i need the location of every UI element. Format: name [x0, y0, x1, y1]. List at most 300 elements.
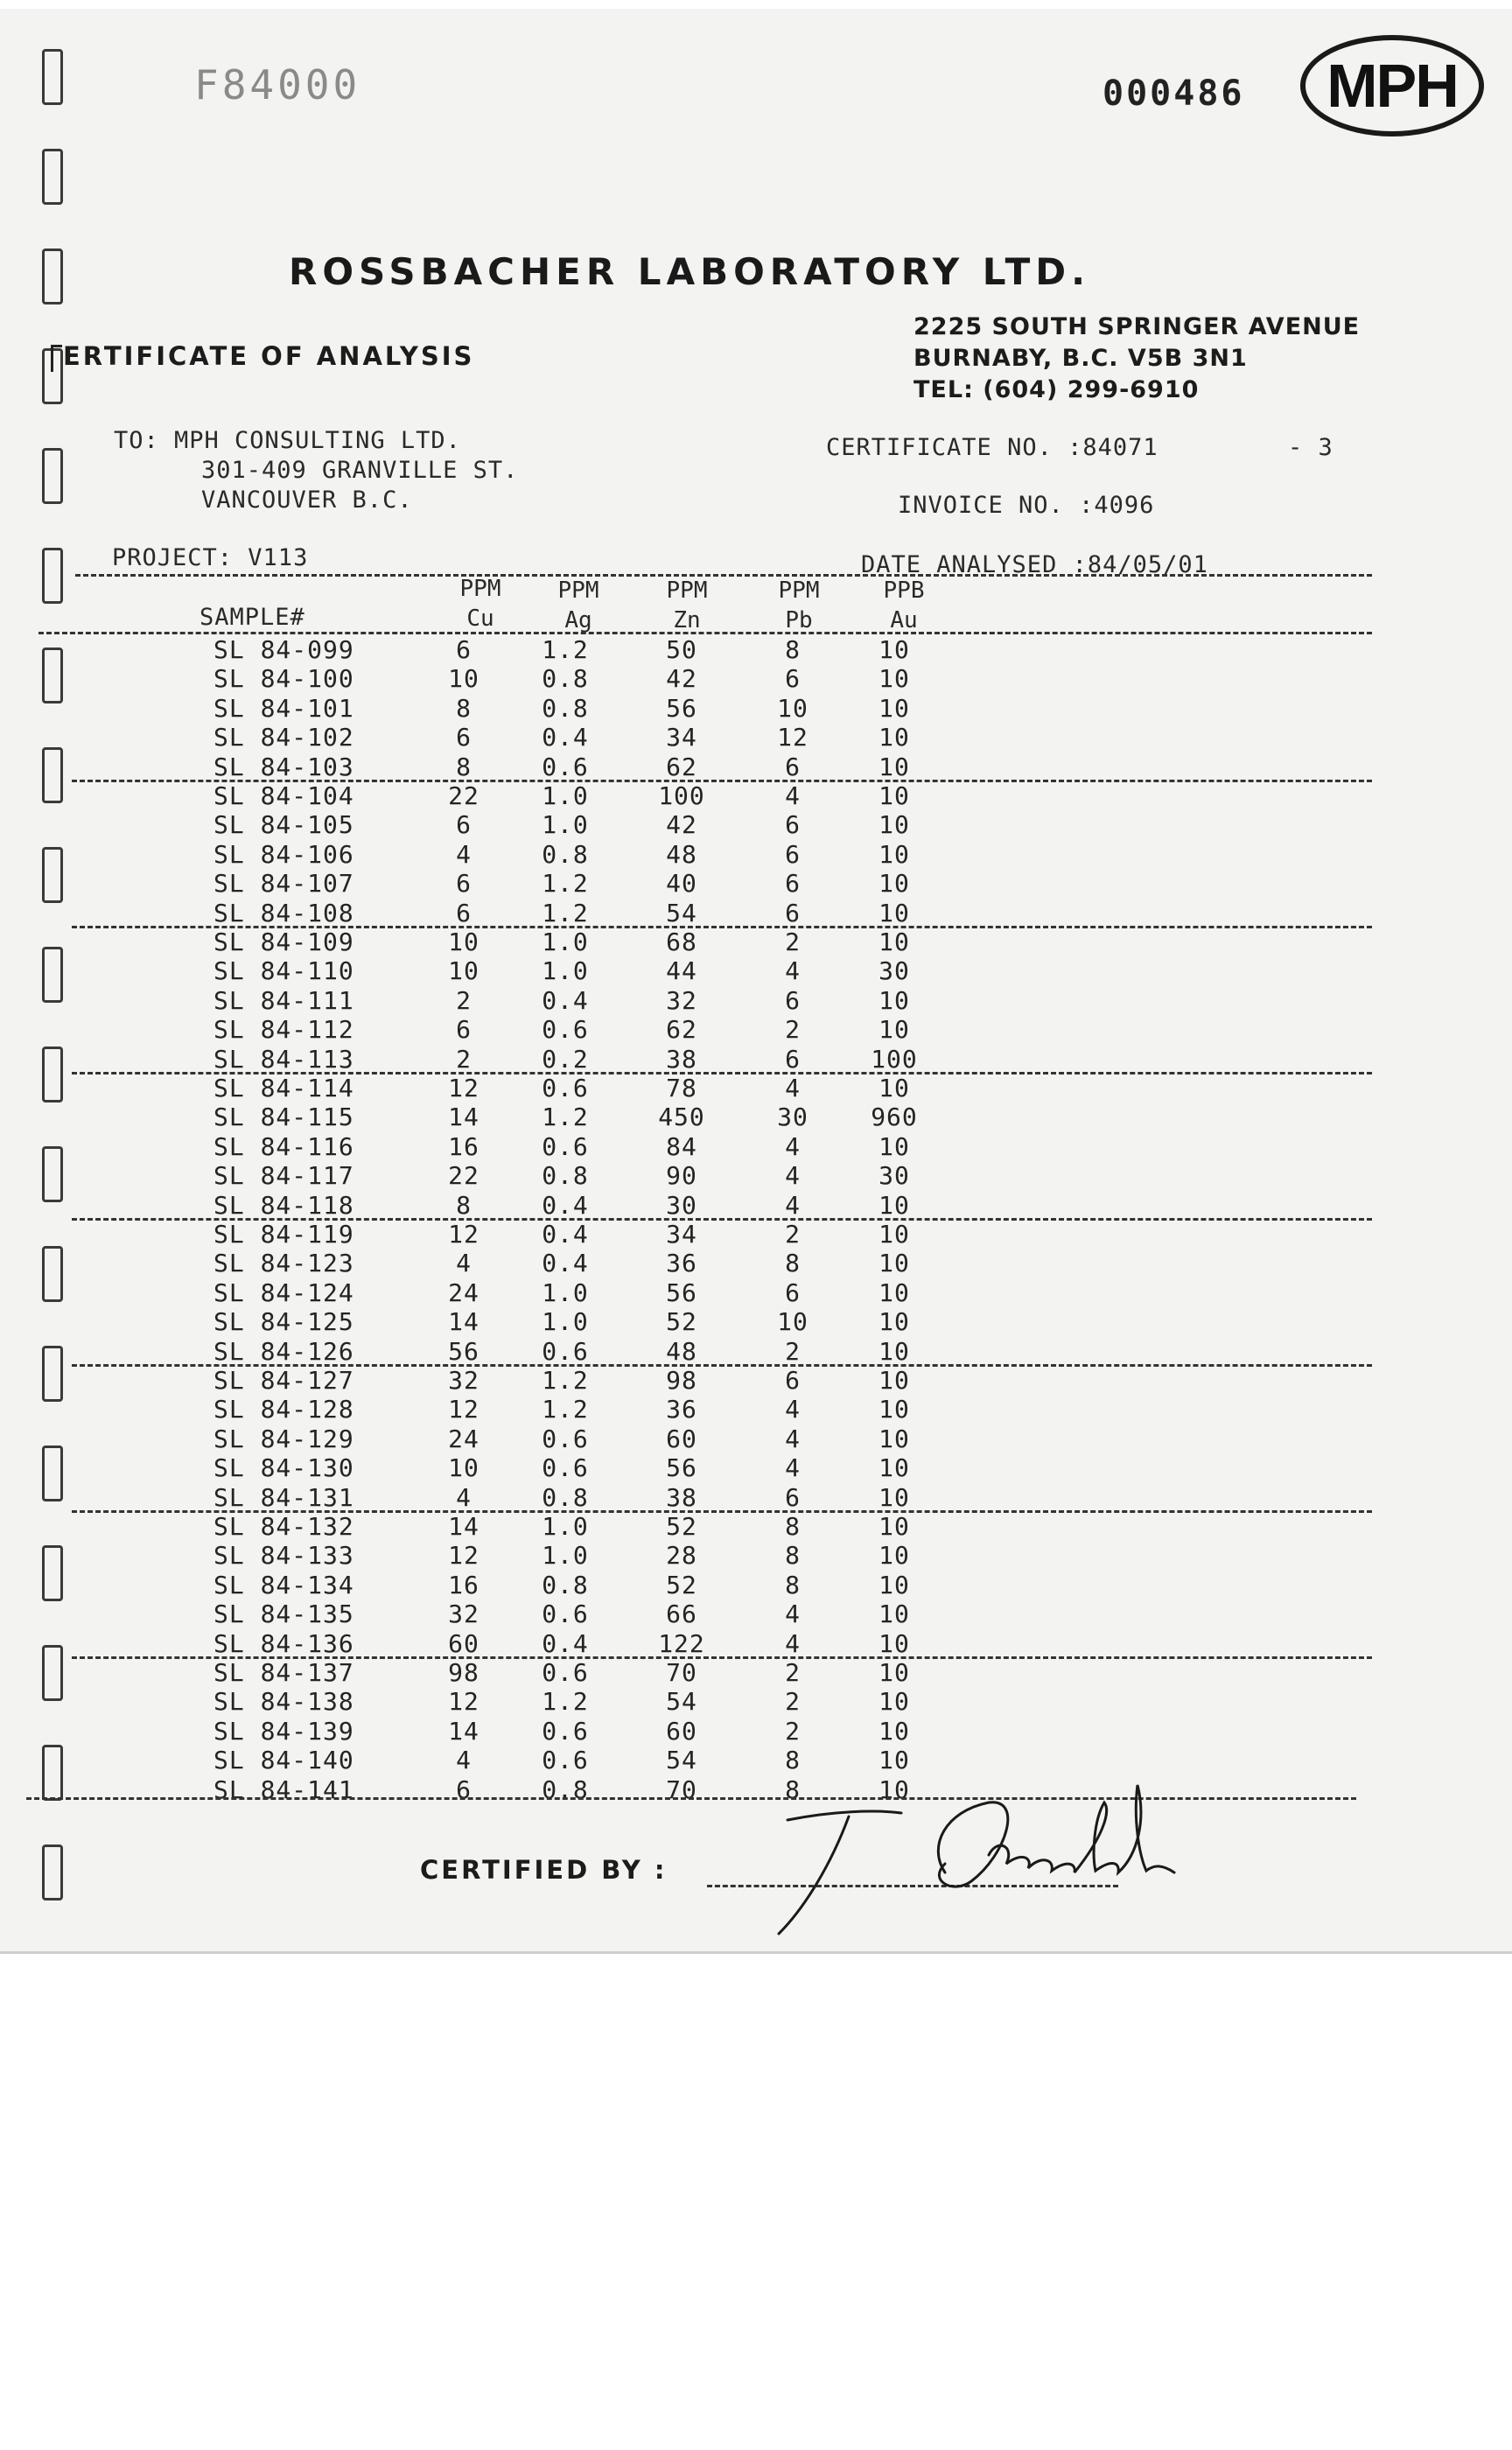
ag-value: 0.8	[542, 839, 589, 869]
au-value: 10	[878, 928, 910, 956]
zn-value: 68	[666, 928, 697, 956]
pb-value: 2	[785, 1015, 801, 1045]
pb-value: 8	[785, 1541, 801, 1571]
au-value: 10	[878, 1395, 910, 1424]
au-value: 10	[878, 1774, 910, 1804]
pb-value: 6	[785, 839, 801, 869]
ag-value: 0.4	[542, 1190, 589, 1220]
table-row	[0, 1600, 1512, 1628]
pb-value: 4	[785, 1395, 801, 1424]
pb-value: 8	[785, 635, 801, 664]
date-analysed: DATE ANALYSED :84/05/01	[861, 551, 1208, 578]
sample-id: SL 84-134	[214, 1570, 354, 1600]
ag-value: 0.8	[542, 693, 589, 723]
cu-value: 2	[456, 1044, 472, 1074]
zn-value: 100	[658, 781, 705, 810]
cu-value: 32	[448, 1600, 480, 1629]
zn-value: 54	[666, 898, 697, 928]
sample-id: SL 84-128	[214, 1395, 354, 1424]
ag-value: 1.0	[542, 928, 589, 956]
header-rule	[75, 574, 1372, 577]
cu-value: 6	[456, 869, 472, 899]
zn-value: 70	[666, 1774, 697, 1804]
au-value: 100	[871, 1044, 918, 1074]
pb-value: 30	[777, 1102, 808, 1132]
cu-value: 32	[448, 1366, 480, 1395]
ag-value: 1.2	[542, 1102, 589, 1132]
cu-value: 12	[448, 1541, 480, 1571]
sample-id: SL 84-119	[214, 1220, 354, 1249]
ag-value: 0.6	[542, 752, 589, 781]
cu-value: 8	[456, 693, 472, 723]
zn-value: 56	[666, 1278, 697, 1307]
binder-hole	[42, 248, 63, 304]
ag-value: 0.6	[542, 1424, 589, 1453]
zn-value: 32	[666, 985, 697, 1015]
cu-value: 98	[448, 1658, 480, 1687]
table-row	[0, 1015, 1512, 1044]
au-value: 10	[878, 1015, 910, 1045]
cu-value: 12	[448, 1220, 480, 1249]
lab-tel: TEL: (604) 299-6910	[914, 376, 1200, 403]
au-value: 10	[878, 1746, 910, 1775]
ag-value: 0.4	[542, 1249, 589, 1278]
table-row	[0, 840, 1512, 869]
lab-name: ROSSBACHER LABORATORY LTD.	[289, 250, 1091, 293]
au-value: 10	[878, 1453, 910, 1483]
au-value: 10	[878, 635, 910, 664]
sample-id: SL 84-101	[214, 693, 354, 723]
sample-id: SL 84-139	[214, 1716, 354, 1746]
table-row	[0, 1395, 1512, 1424]
binder-hole	[42, 1844, 63, 1900]
sample-id: SL 84-131	[214, 1482, 354, 1512]
cu-value: 16	[448, 1131, 480, 1161]
pb-value: 8	[785, 1249, 801, 1278]
pb-value: 8	[785, 1570, 801, 1600]
cu-value: 12	[448, 1687, 480, 1717]
au-value: 10	[878, 1600, 910, 1629]
zn-value: 62	[666, 1015, 697, 1045]
table-row	[0, 635, 1512, 664]
zn-value: 52	[666, 1570, 697, 1600]
sample-id: SL 84-111	[214, 985, 354, 1015]
sample-id: SL 84-115	[214, 1102, 354, 1132]
certified-by-label: CERTIFIED BY :	[420, 1855, 668, 1885]
binder-hole	[42, 448, 63, 504]
sample-id: SL 84-103	[214, 752, 354, 781]
au-value: 10	[878, 1716, 910, 1746]
cu-value: 14	[448, 1716, 480, 1746]
table-row	[0, 1249, 1512, 1278]
document-number: 000486	[1102, 74, 1245, 114]
cu-value: 2	[456, 985, 472, 1015]
table-row	[0, 1483, 1512, 1512]
table-row	[0, 810, 1512, 839]
sample-id: SL 84-112	[214, 1015, 354, 1045]
cu-value: 6	[456, 1774, 472, 1804]
project-label: PROJECT: V113	[112, 544, 309, 571]
cu-value: 10	[448, 956, 480, 986]
sample-id: SL 84-106	[214, 839, 354, 869]
cu-value: 24	[448, 1278, 480, 1307]
pb-value: 2	[785, 1716, 801, 1746]
zn-value: 42	[666, 810, 697, 840]
zn-value: 34	[666, 723, 697, 752]
pb-value: 8	[785, 1746, 801, 1775]
recipient-to: TO: MPH CONSULTING LTD.	[114, 427, 461, 454]
table-row	[0, 1453, 1512, 1482]
recipient-address: 301-409 GRANVILLE ST.	[201, 457, 519, 484]
ag-value: 1.0	[542, 781, 589, 810]
au-value: 10	[878, 985, 910, 1015]
zn-value: 52	[666, 1512, 697, 1541]
zn-value: 60	[666, 1424, 697, 1453]
au-value: 10	[878, 1541, 910, 1571]
sample-id: SL 84-118	[214, 1190, 354, 1220]
sample-id: SL 84-126	[214, 1336, 354, 1366]
zn-value: 40	[666, 869, 697, 899]
table-row	[0, 1337, 1512, 1366]
pb-value: 4	[785, 1161, 801, 1191]
ag-value: 1.2	[542, 898, 589, 928]
table-row	[0, 956, 1512, 985]
pb-value: 10	[777, 693, 808, 723]
au-value: 10	[878, 1482, 910, 1512]
ag-value: 0.8	[542, 1482, 589, 1512]
table-row	[0, 1658, 1512, 1687]
sample-id: SL 84-135	[214, 1600, 354, 1629]
pb-value: 2	[785, 1336, 801, 1366]
recipient-city: VANCOUVER B.C.	[201, 486, 413, 514]
sample-id: SL 84-100	[214, 664, 354, 694]
au-value: 10	[878, 898, 910, 928]
ag-value: 0.6	[542, 1658, 589, 1687]
table-row	[0, 1161, 1512, 1190]
au-value: 10	[878, 1307, 910, 1337]
ag-value: 0.4	[542, 985, 589, 1015]
cu-value: 22	[448, 1161, 480, 1191]
col-element-pb: Pb	[785, 607, 813, 634]
cu-value: 10	[448, 664, 480, 694]
table-row	[0, 1687, 1512, 1716]
table-row	[0, 1278, 1512, 1307]
au-value: 10	[878, 781, 910, 810]
table-row	[0, 986, 1512, 1015]
sample-id: SL 84-113	[214, 1044, 354, 1074]
table-row	[0, 1571, 1512, 1600]
au-value: 10	[878, 1190, 910, 1220]
table-row	[0, 1045, 1512, 1074]
invoice-number: INVOICE NO. :4096	[898, 492, 1155, 519]
sample-id: SL 84-129	[214, 1424, 354, 1453]
ag-value: 0.4	[542, 1220, 589, 1249]
pb-value: 6	[785, 898, 801, 928]
au-value: 10	[878, 1658, 910, 1687]
cu-value: 14	[448, 1102, 480, 1132]
ag-value: 0.8	[542, 1774, 589, 1804]
pb-value: 8	[785, 1774, 801, 1804]
col-element-ag: Ag	[564, 607, 592, 634]
table-row	[0, 1512, 1512, 1541]
faint-reference-number: F84000	[194, 61, 361, 108]
cu-value: 14	[448, 1512, 480, 1541]
binder-hole	[42, 49, 63, 105]
au-value: 30	[878, 956, 910, 986]
sample-id: SL 84-132	[214, 1512, 354, 1541]
cu-value: 14	[448, 1307, 480, 1337]
au-value: 10	[878, 869, 910, 899]
certificate-page: - 3	[1288, 434, 1334, 461]
sample-id: SL 84-116	[214, 1131, 354, 1161]
ag-value: 0.8	[542, 664, 589, 694]
sample-id: SL 84-105	[214, 810, 354, 840]
cu-value: 12	[448, 1074, 480, 1102]
cu-value: 6	[456, 810, 472, 840]
sample-id: SL 84-133	[214, 1541, 354, 1571]
lab-street: 2225 SOUTH SPRINGER AVENUE	[914, 313, 1361, 340]
sample-id: SL 84-130	[214, 1453, 354, 1483]
signature	[726, 1768, 1181, 1942]
zn-value: 28	[666, 1541, 697, 1571]
certificate-sheet	[0, 9, 1512, 1954]
sample-id: SL 84-107	[214, 869, 354, 899]
table-row	[0, 899, 1512, 928]
pb-value: 6	[785, 985, 801, 1015]
certificate-number: CERTIFICATE NO. :84071	[826, 434, 1158, 461]
zn-value: 78	[666, 1074, 697, 1102]
au-value: 30	[878, 1161, 910, 1191]
table-row	[0, 1541, 1512, 1570]
zn-value: 48	[666, 839, 697, 869]
au-value: 10	[878, 1220, 910, 1249]
pb-value: 4	[785, 1074, 801, 1102]
au-value: 10	[878, 1366, 910, 1395]
ag-value: 1.0	[542, 1278, 589, 1307]
table-row	[0, 664, 1512, 693]
pb-value: 6	[785, 1278, 801, 1307]
cu-value: 60	[448, 1628, 480, 1658]
ag-value: 1.2	[542, 1395, 589, 1424]
table-row	[0, 694, 1512, 723]
col-unit-pb: PPM	[778, 578, 820, 604]
sample-id: SL 84-099	[214, 635, 354, 664]
sample-id: SL 84-102	[214, 723, 354, 752]
zn-value: 70	[666, 1658, 697, 1687]
table-row	[0, 781, 1512, 810]
table-row	[0, 1424, 1512, 1453]
col-unit-au: PPB	[883, 578, 925, 604]
ag-value: 0.6	[542, 1074, 589, 1102]
au-value: 10	[878, 1570, 910, 1600]
table-row	[0, 1307, 1512, 1336]
cu-value: 4	[456, 1746, 472, 1775]
col-element-zn: Zn	[673, 607, 701, 634]
table-row	[0, 723, 1512, 752]
zn-value: 30	[666, 1190, 697, 1220]
au-value: 10	[878, 664, 910, 694]
sample-id: SL 84-141	[214, 1774, 354, 1804]
zn-value: 60	[666, 1716, 697, 1746]
au-value: 960	[871, 1102, 918, 1132]
table-row	[0, 1366, 1512, 1395]
cu-value: 6	[456, 635, 472, 664]
pb-value: 4	[785, 1131, 801, 1161]
pb-value: 4	[785, 1424, 801, 1453]
zn-value: 54	[666, 1746, 697, 1775]
ag-value: 1.0	[542, 1541, 589, 1571]
au-value: 10	[878, 1628, 910, 1658]
sample-id: SL 84-104	[214, 781, 354, 810]
cu-value: 16	[448, 1570, 480, 1600]
au-value: 10	[878, 839, 910, 869]
sample-id: SL 84-124	[214, 1278, 354, 1307]
cu-value: 10	[448, 928, 480, 956]
col-unit-ag: PPM	[557, 578, 599, 604]
zn-value: 56	[666, 693, 697, 723]
pb-value: 6	[785, 1482, 801, 1512]
pb-value: 2	[785, 928, 801, 956]
au-value: 10	[878, 1512, 910, 1541]
pb-value: 4	[785, 1600, 801, 1629]
au-value: 10	[878, 810, 910, 840]
table-row	[0, 1191, 1512, 1220]
cu-value: 10	[448, 1453, 480, 1483]
column-header-rule	[38, 632, 1372, 634]
zn-value: 90	[666, 1161, 697, 1191]
pb-value: 2	[785, 1658, 801, 1687]
pb-value: 4	[785, 781, 801, 810]
pb-value: 4	[785, 1453, 801, 1483]
pb-value: 8	[785, 1512, 801, 1541]
cu-value: 4	[456, 1482, 472, 1512]
pb-value: 2	[785, 1220, 801, 1249]
col-element-au: Au	[890, 607, 918, 634]
sample-id: SL 84-140	[214, 1746, 354, 1775]
pb-value: 6	[785, 1044, 801, 1074]
ag-value: 1.0	[542, 956, 589, 986]
zn-value: 62	[666, 752, 697, 781]
pb-value: 4	[785, 1628, 801, 1658]
zn-value: 34	[666, 1220, 697, 1249]
sample-id: SL 84-127	[214, 1366, 354, 1395]
sample-id: SL 84-110	[214, 956, 354, 986]
table-row	[0, 1629, 1512, 1658]
pb-value: 2	[785, 1687, 801, 1717]
zn-value: 54	[666, 1687, 697, 1717]
ag-value: 0.6	[542, 1600, 589, 1629]
sample-id: SL 84-125	[214, 1307, 354, 1337]
table-row	[0, 928, 1512, 956]
table-row	[0, 1717, 1512, 1746]
lab-city: BURNABY, B.C. V5B 3N1	[914, 345, 1248, 372]
ag-value: 1.0	[542, 1307, 589, 1337]
cu-value: 8	[456, 1190, 472, 1220]
zn-value: 52	[666, 1307, 697, 1337]
pb-value: 6	[785, 810, 801, 840]
ag-value: 0.8	[542, 1161, 589, 1191]
zn-value: 38	[666, 1044, 697, 1074]
zn-value: 84	[666, 1131, 697, 1161]
zn-value: 98	[666, 1366, 697, 1395]
col-sample: SAMPLE#	[200, 604, 305, 631]
cu-value: 22	[448, 781, 480, 810]
table-row	[0, 869, 1512, 898]
ag-value: 0.6	[542, 1453, 589, 1483]
table-row	[0, 752, 1512, 781]
table-row	[0, 1074, 1512, 1102]
certificate-title: ERTIFICATE OF ANALYSIS	[63, 341, 475, 371]
zn-value: 450	[658, 1102, 705, 1132]
cu-value: 24	[448, 1424, 480, 1453]
ag-value: 0.6	[542, 1716, 589, 1746]
pb-value: 6	[785, 752, 801, 781]
ag-value: 0.2	[542, 1044, 589, 1074]
table-row	[0, 1102, 1512, 1131]
col-unit-zn: PPM	[666, 578, 708, 604]
sample-id: SL 84-123	[214, 1249, 354, 1278]
ag-value: 1.2	[542, 869, 589, 899]
ag-value: 0.8	[542, 1570, 589, 1600]
table-row	[0, 1220, 1512, 1249]
ag-value: 0.6	[542, 1746, 589, 1775]
zn-value: 36	[666, 1249, 697, 1278]
ag-value: 0.4	[542, 1628, 589, 1658]
pb-value: 10	[777, 1307, 808, 1337]
zn-value: 38	[666, 1482, 697, 1512]
cu-value: 4	[456, 1249, 472, 1278]
sample-id: SL 84-117	[214, 1161, 354, 1191]
zn-value: 56	[666, 1453, 697, 1483]
ag-value: 1.0	[542, 810, 589, 840]
sample-id: SL 84-109	[214, 928, 354, 956]
au-value: 10	[878, 1424, 910, 1453]
ag-value: 1.2	[542, 1687, 589, 1717]
mph-logo: MPH	[1300, 35, 1484, 136]
au-value: 10	[878, 1687, 910, 1717]
table-row	[0, 1132, 1512, 1161]
au-value: 10	[878, 752, 910, 781]
au-value: 10	[878, 1249, 910, 1278]
ag-value: 0.6	[542, 1015, 589, 1045]
cu-value: 6	[456, 898, 472, 928]
au-value: 10	[878, 723, 910, 752]
cu-value: 4	[456, 839, 472, 869]
pb-value: 6	[785, 1366, 801, 1395]
cu-value: 8	[456, 752, 472, 781]
binder-hole	[42, 548, 63, 604]
zn-value: 44	[666, 956, 697, 986]
title-bracket	[51, 345, 62, 372]
zn-value: 42	[666, 664, 697, 694]
ag-value: 0.6	[542, 1336, 589, 1366]
au-value: 10	[878, 1336, 910, 1366]
pb-value: 6	[785, 664, 801, 694]
au-value: 10	[878, 693, 910, 723]
pb-value: 6	[785, 869, 801, 899]
pb-value: 12	[777, 723, 808, 752]
ag-value: 1.0	[542, 1512, 589, 1541]
sample-id: SL 84-137	[214, 1658, 354, 1687]
sample-id: SL 84-136	[214, 1628, 354, 1658]
zn-value: 50	[666, 635, 697, 664]
zn-value: 48	[666, 1336, 697, 1366]
cu-value: 6	[456, 723, 472, 752]
pb-value: 4	[785, 956, 801, 986]
cu-value: 12	[448, 1395, 480, 1424]
sample-id: SL 84-114	[214, 1074, 354, 1102]
au-value: 10	[878, 1278, 910, 1307]
